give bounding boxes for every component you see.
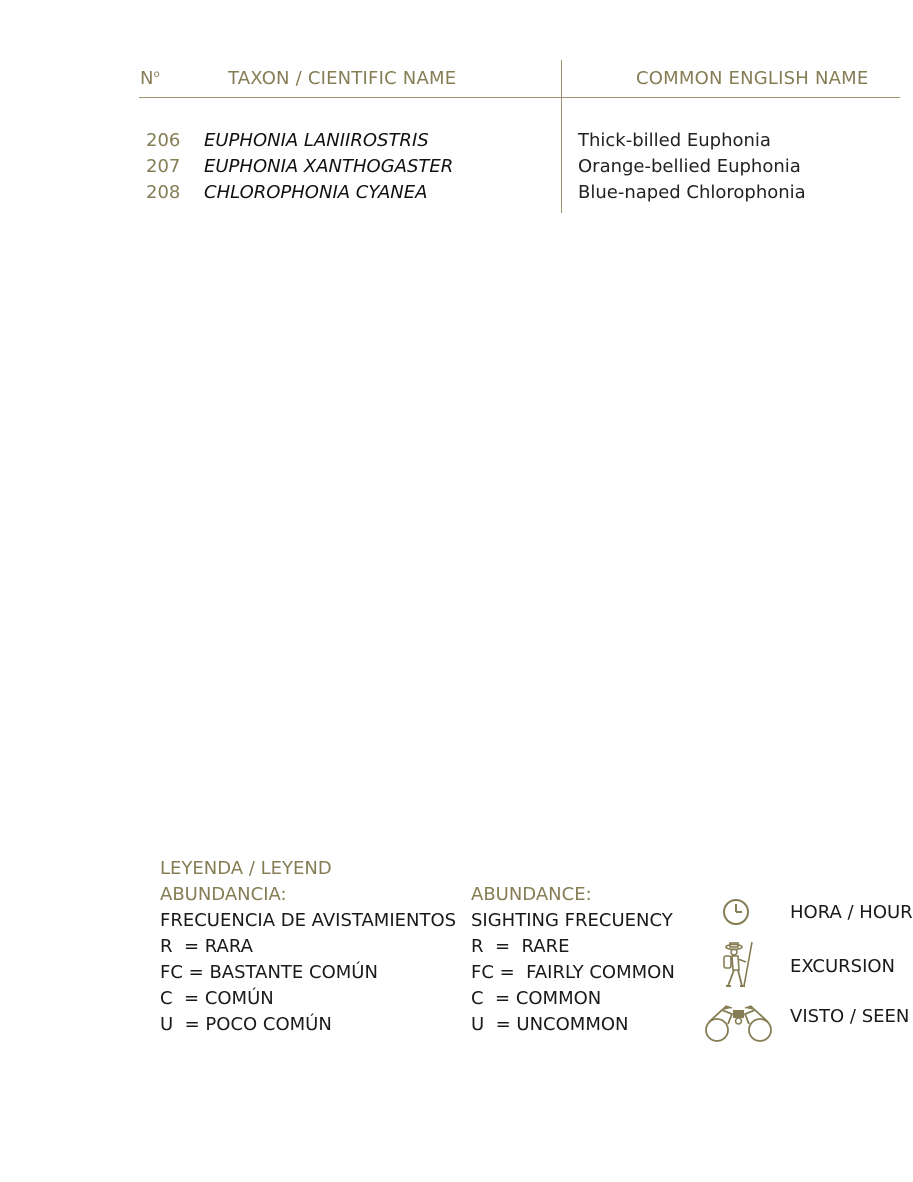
legend-item-rare-en: R = RARE xyxy=(471,936,570,957)
legend-item-common-es: C = COMÚN xyxy=(160,988,274,1009)
column-header-number: $N^o$ xyxy=(140,68,160,89)
table-row xyxy=(0,156,900,182)
legend-title: LEYENDA / LEYEND xyxy=(160,858,332,879)
common-name: Orange-bellied Euphonia xyxy=(578,156,801,177)
common-name: Thick-billed Euphonia xyxy=(578,130,771,151)
legend-heading-es: ABUNDANCIA: xyxy=(160,884,287,905)
table-row xyxy=(0,130,900,156)
column-header-taxon: TAXON / CIENTIFIC NAME xyxy=(228,68,457,89)
column-header-common-name: COMMON ENGLISH NAME xyxy=(636,68,869,89)
common-name: Blue-naped Chlorophonia xyxy=(578,182,806,203)
header-divider xyxy=(139,97,900,98)
legend-item-uncommon-es: U = POCO COMÚN xyxy=(160,1014,332,1035)
legend-english xyxy=(471,882,675,1038)
legend-icon-row-seen xyxy=(700,1002,910,1046)
legend-subheading-es: FRECUENCIA DE AVISTAMIENTOS xyxy=(160,910,457,931)
legend-icon-row-excursion xyxy=(700,938,900,990)
legend-item-common-en: C = COMMON xyxy=(471,988,602,1009)
species-number: 207 xyxy=(146,156,181,177)
species-number: 208 xyxy=(146,182,181,203)
legend-item-fairly-common-es: FC = BASTANTE COMÚN xyxy=(160,962,378,983)
legend-spanish xyxy=(160,856,456,1038)
legend-label-excursion: EXCURSION xyxy=(790,956,896,977)
legend-item-rare-es: R = RARA xyxy=(160,936,253,957)
species-number: 206 xyxy=(146,130,181,151)
legend-label-seen: VISTO / SEEN xyxy=(790,1006,910,1027)
legend-heading-en: ABUNDANCE: xyxy=(471,884,592,905)
scientific-name: CHLOROPHONIA CYANEA xyxy=(204,182,428,203)
hiker-icon xyxy=(718,940,758,995)
legend-subheading-en: SIGHTING FRECUENCY xyxy=(471,910,673,931)
table-row xyxy=(0,182,900,208)
legend-item-uncommon-en: U = UNCOMMON xyxy=(471,1014,629,1035)
legend-label-hour: HORA / HOUR xyxy=(790,902,913,923)
species-table xyxy=(0,130,900,208)
clock-icon xyxy=(722,898,750,931)
binoculars-icon xyxy=(704,1004,774,1049)
scientific-name: EUPHONIA XANTHOGASTER xyxy=(204,156,454,177)
legend-icon-row-hour xyxy=(700,896,913,930)
legend-item-fairly-common-en: FC = FAIRLY COMMON xyxy=(471,962,675,983)
scientific-name: EUPHONIA LANIIROSTRIS xyxy=(204,130,429,151)
